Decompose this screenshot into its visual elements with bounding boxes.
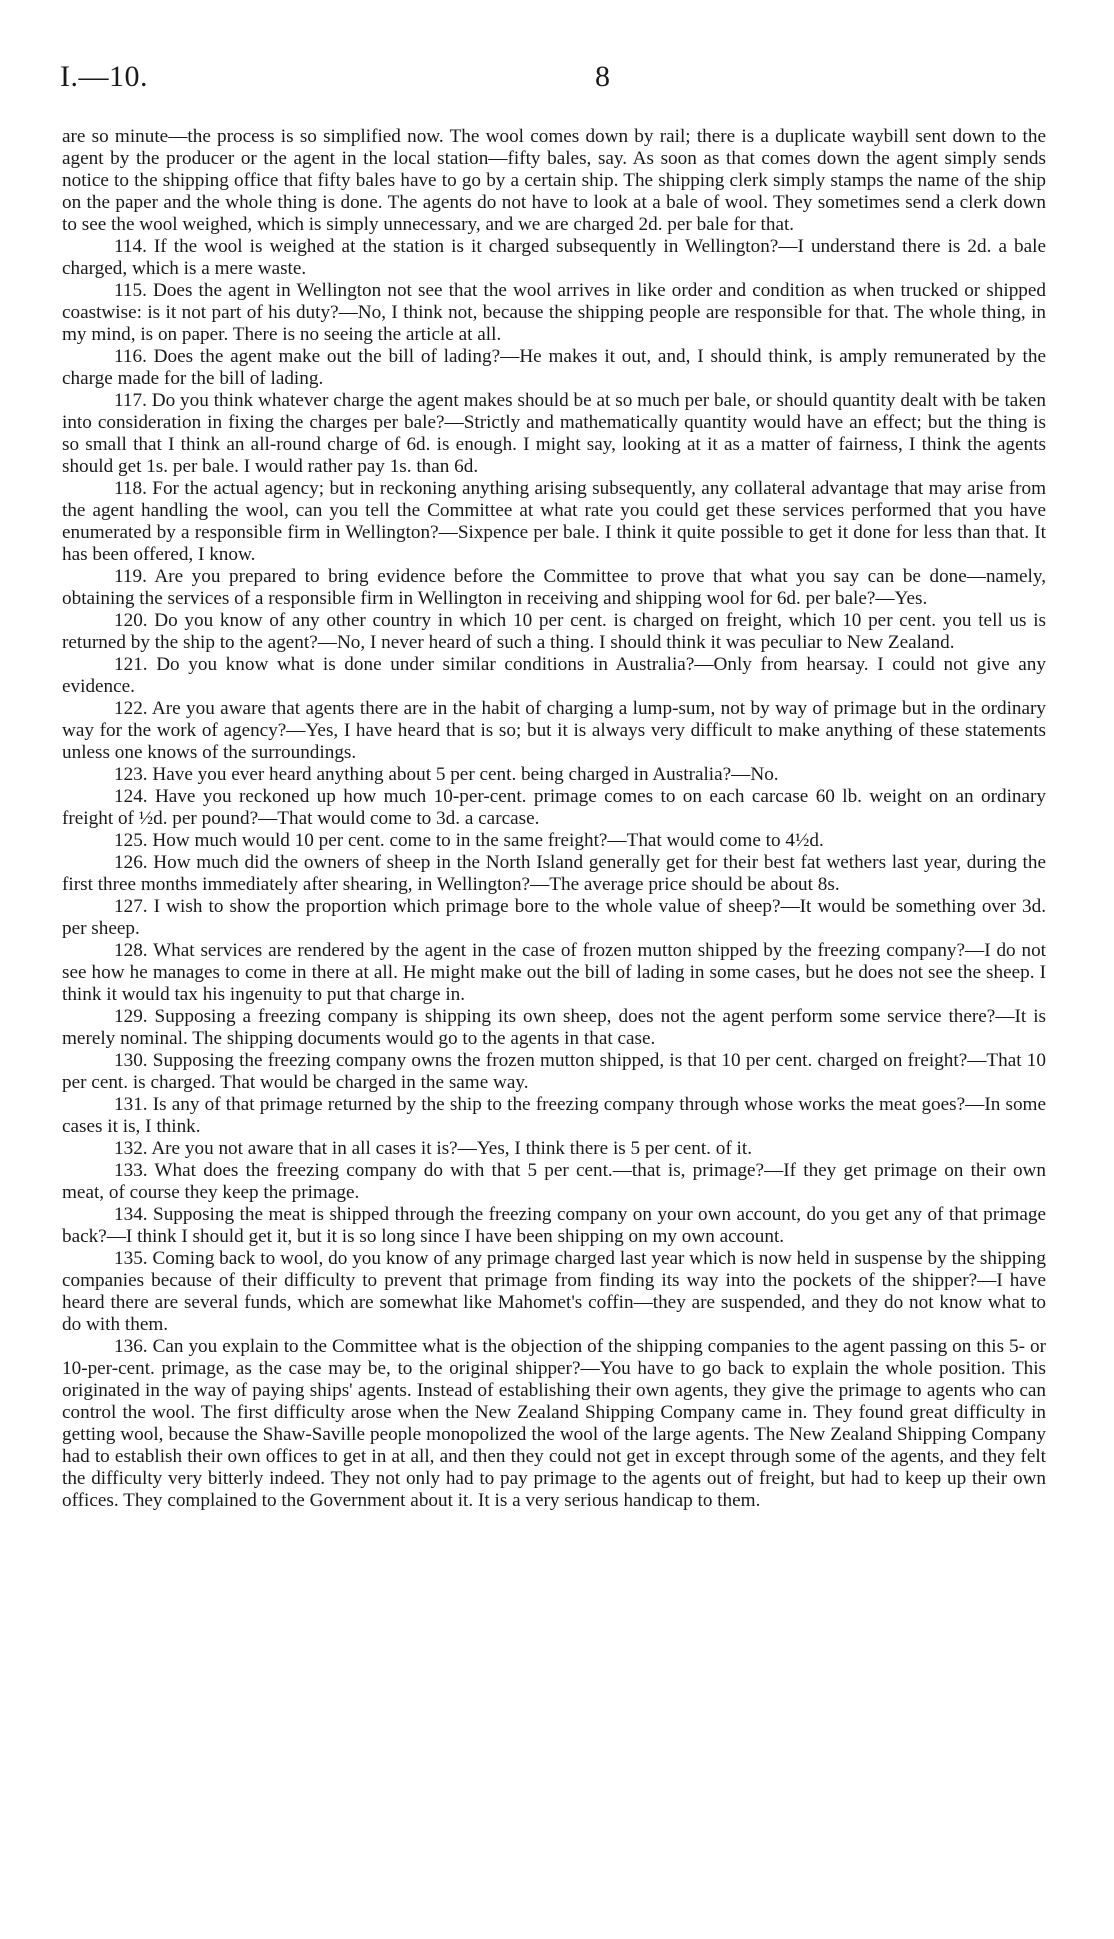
paragraph-continued: are so minute—the process is so simplified now. The wool comes down by rail; there is a duplicate waybill sent down to the agent by the producer or the agent in the local station—fifty bales, say. As soon as that comes down the agent simply sends notice to the shipping office that fifty bales have to go by a certain ship. The shipping clerk simply stamps the name of the ship on the paper and the whole thing is done. The agents do not have to look at a bale of wool. They sometimes send a clerk down to see the wool weighed, which is simply unnecessary, and we are charged 2d. per bale for that. xyxy=(62,126,1046,235)
question-120: 120. Do you know of any other country in which 10 per cent. is charged on freight, which 10 per cent. you tell us is returned by the ship to the agent?—No, I never heard of such a thing. I should think it was peculiar to New Zealand. xyxy=(62,610,1046,653)
question-135: 135. Coming back to wool, do you know of any primage charged last year which is now held in suspense by the shipping companies because of their difficulty to prevent that primage from finding its way into the pockets of the shipper?—I have heard there are several funds, which are somewhat like Mahomet's coffin—they are suspended, and they do not know what to do with them. xyxy=(62,1248,1046,1335)
question-129: 129. Supposing a freezing company is shipping its own sheep, does not the agent perform some service there?—It is merely nominal. The shipping documents would go to the agents in that case. xyxy=(62,1006,1046,1049)
question-118: 118. For the actual agency; but in reckoning anything arising subsequently, any collateral advantage that may arise from the agent handling the wool, can you tell the Committee at what rate you could get these services performed that you have enumerated by a responsible firm in Wellington?—Sixpence per bale. I think it quite possible to get it done for less than that. It has been offered, I know. xyxy=(62,478,1046,565)
question-134: 134. Supposing the meat is shipped through the freezing company on your own account, do you get any of that primage back?—I think I should get it, but it is so long since I have been shipping on my own account. xyxy=(62,1204,1046,1247)
question-131: 131. Is any of that primage returned by the ship to the freezing company through whose works the meat goes?—In some cases it is, I think. xyxy=(62,1094,1046,1137)
question-119: 119. Are you prepared to bring evidence before the Committee to prove that what you say can be done—namely, obtaining the services of a responsible firm in Wellington in receiving and shipping wool for 6d. per bale?—Yes. xyxy=(62,566,1046,609)
question-124: 124. Have you reckoned up how much 10-per-cent. primage comes to on each carcase 60 lb. weight on an ordinary freight of ½d. per pound?—That would come to 3d. a carcase. xyxy=(62,786,1046,829)
question-132: 132. Are you not aware that in all cases it is?—Yes, I think there is 5 per cent. of it. xyxy=(114,1138,753,1159)
question-115: 115. Does the agent in Wellington not see that the wool arrives in like order and condition as when trucked or shipped coastwise: is it not part of his duty?—No, I think not, because the shipping people are responsible for that. The whole thing, in my mind, is on paper. There is no seeing the article at all. xyxy=(62,280,1046,345)
page-number: 8 xyxy=(595,60,610,93)
question-121: 121. Do you know what is done under similar conditions in Australia?—Only from hearsay. I could not give any evidence. xyxy=(62,654,1046,697)
parliamentary-paper-reference: I.—10. xyxy=(60,60,148,93)
question-126: 126. How much did the owners of sheep in the North Island generally get for their best fat wethers last year, during the first three months immediately after shearing, in Wellington?—The average price should be about 8s. xyxy=(62,852,1046,895)
question-122: 122. Are you aware that agents there are in the habit of charging a lump-sum, not by way of primage but in the ordinary way for the work of agency?—Yes, I have heard that is so; but it is always very difficult to make anything of these statements unless one knows of the surroundings. xyxy=(62,698,1046,763)
question-117: 117. Do you think whatever charge the agent makes should be at so much per bale, or should quantity dealt with be taken into consideration in fixing the charges per bale?—Strictly and mathematically quantity would have an effect; but the thing is so small that I think an all-round charge of 6d. is enough. I might say, looking at it as a matter of fairness, I think the agents should get 1s. per bale. I would rather pay 1s. than 6d. xyxy=(62,390,1046,477)
question-128: 128. What services are rendered by the agent in the case of frozen mutton shipped by the freezing company?—I do not see how he manages to come in there at all. He might make out the bill of lading in some cases, but he does not see the sheep. I think it would tax his ingenuity to put that charge in. xyxy=(62,940,1046,1005)
question-127: 127. I wish to show the proportion which primage bore to the whole value of sheep?—It would be something over 3d. per sheep. xyxy=(62,896,1046,939)
question-114: 114. If the wool is weighed at the station is it charged subsequently in Wellington?—I understand there is 2d. a bale charged, which is a mere waste. xyxy=(62,236,1046,279)
evidence-text xyxy=(60,126,1050,1512)
question-123: 123. Have you ever heard anything about 5 per cent. being charged in Australia?—No. xyxy=(114,764,779,785)
question-125: 125. How much would 10 per cent. come to in the same freight?—That would come to 4½d. xyxy=(114,830,824,851)
question-116: 116. Does the agent make out the bill of lading?—He makes it out, and, I should think, is amply remunerated by the charge made for the bill of lading. xyxy=(62,346,1046,389)
question-136: 136. Can you explain to the Committee what is the objection of the shipping companies to the agent passing on this 5- or 10-per-cent. primage, as the case may be, to the original shipper?—You have to go back to explain the whole position. This originated in the way of paying ships' agents. Instead of establishing their own agents, they give the primage to agents who can control the wool. The first difficulty arose when the New Zealand Shipping Company came in. They found great difficulty in getting wool, because the Shaw-Saville people monopolized the wool of the large agents. The New Zealand Shipping Company had to establish their own offices to get in at all, and then they could not get in except through some of the agents, and they felt the difficulty very bitterly indeed. They not only had to pay primage to the agents out of freight, but had to keep up their own offices. They complained to the Government about it. It is a very serious handicap to them. xyxy=(62,1336,1046,1511)
question-133: 133. What does the freezing company do with that 5 per cent.—that is, primage?—If they get primage on their own meat, of course they keep the primage. xyxy=(62,1160,1046,1203)
question-130: 130. Supposing the freezing company owns the frozen mutton shipped, is that 10 per cent. charged on freight?—That 10 per cent. is charged. That would be charged in the same way. xyxy=(62,1050,1046,1093)
page-header xyxy=(60,60,1050,104)
